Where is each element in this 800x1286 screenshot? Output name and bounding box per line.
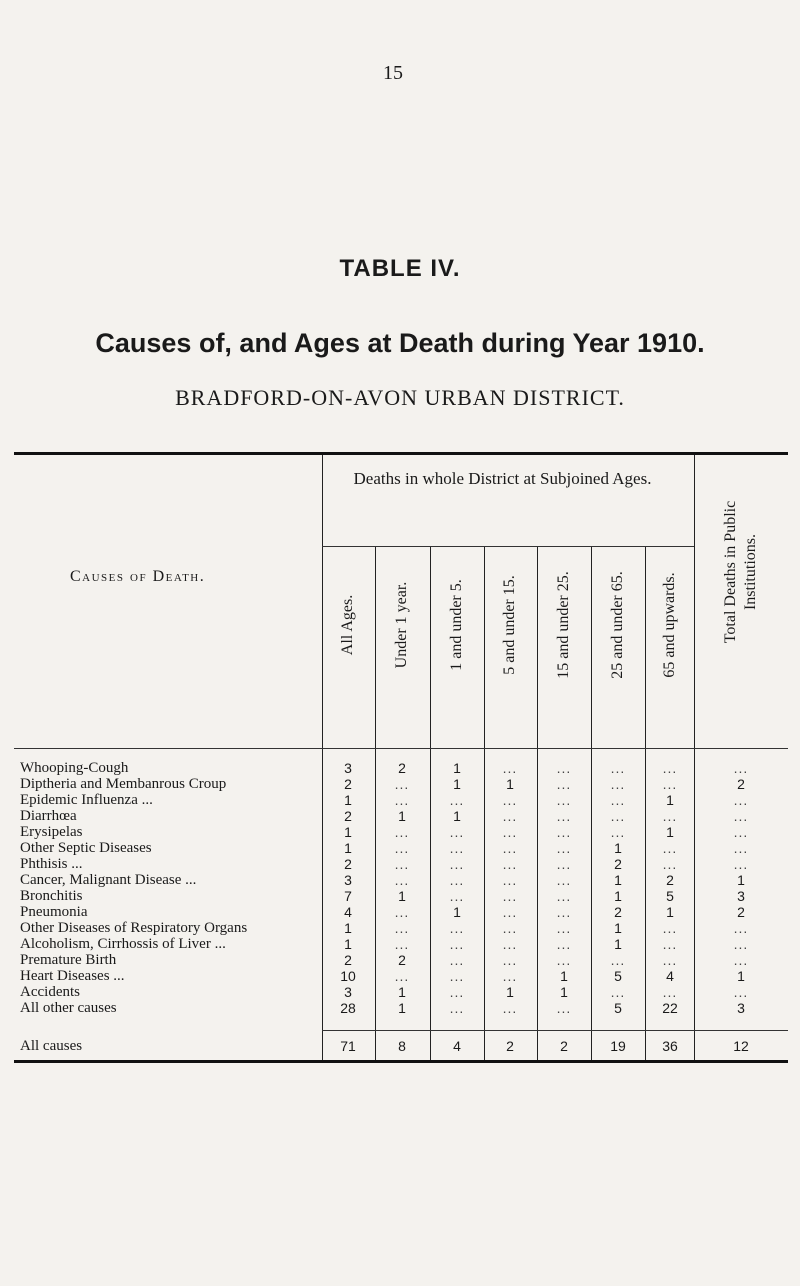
table-cell: 1 (453, 776, 461, 792)
table-cell: ... (733, 984, 749, 1000)
table-cell: ... (556, 904, 572, 920)
totals-cell: 2 (560, 1038, 568, 1054)
table-cell: ... (662, 936, 678, 952)
totals-cell: 4 (453, 1038, 461, 1054)
table-cell: ... (394, 936, 410, 952)
table-cell: 1 (614, 888, 622, 904)
table-cell: ... (502, 888, 518, 904)
table-cell: ... (394, 792, 410, 808)
table-cell: ... (556, 920, 572, 936)
table-cell: ... (662, 984, 678, 1000)
table-cell: 10 (340, 968, 356, 984)
table-cell: ... (733, 856, 749, 872)
table-cell: ... (449, 792, 465, 808)
table-cell: ... (502, 920, 518, 936)
table-cell: ... (556, 936, 572, 952)
row-cause-label: Cancer, Malignant Disease ... (20, 872, 197, 888)
table-cell: ... (556, 872, 572, 888)
table-cell: ... (556, 856, 572, 872)
table-cell: ... (394, 968, 410, 984)
header-bottom-rule (14, 748, 788, 749)
table-cell: 1 (560, 968, 568, 984)
table-cell: 1 (737, 872, 745, 888)
table-cell: 2 (344, 952, 352, 968)
totals-cell: 36 (662, 1038, 678, 1054)
table-cell: 1 (453, 760, 461, 776)
table-cell: 1 (737, 968, 745, 984)
table-cell: 1 (453, 904, 461, 920)
column-divider (430, 546, 431, 1060)
table-cell: 1 (506, 984, 514, 1000)
table-cell: ... (449, 984, 465, 1000)
table-cell: 1 (344, 920, 352, 936)
table-cell: ... (449, 952, 465, 968)
table-cell: ... (610, 760, 626, 776)
table-cell: ... (733, 760, 749, 776)
column-divider (484, 546, 485, 1060)
table-cell: ... (556, 776, 572, 792)
table-cell: ... (394, 840, 410, 856)
table-cell: 7 (344, 888, 352, 904)
table-cell: ... (662, 760, 678, 776)
table-cell: 4 (344, 904, 352, 920)
table-cell: ... (502, 1000, 518, 1016)
table-cell: 2 (398, 760, 406, 776)
row-cause-label: Pneumonia (20, 904, 88, 920)
totals-rule (322, 1030, 788, 1031)
row-cause-label: Diarrhœa (20, 808, 77, 824)
row-cause-label: Other Septic Diseases (20, 840, 152, 856)
table-cell: ... (662, 952, 678, 968)
table-cell: 1 (666, 904, 674, 920)
row-cause-label: Premature Birth (20, 952, 117, 968)
column-divider (375, 546, 376, 1060)
table-cell: ... (556, 760, 572, 776)
table-cell: 1 (506, 776, 514, 792)
row-cause-label: Alcoholism, Cirrhossis of Liver ... (20, 936, 226, 952)
table-cell: 1 (344, 824, 352, 840)
row-cause-label: Diptheria and Membanrous Croup (20, 776, 227, 792)
table-cell: 1 (560, 984, 568, 1000)
table-cell: ... (733, 824, 749, 840)
group-header-rule (322, 546, 694, 547)
table-cell: ... (662, 840, 678, 856)
table-cell: ... (733, 952, 749, 968)
table-cell: ... (733, 920, 749, 936)
table-cell: ... (556, 1000, 572, 1016)
totals-cell: 71 (340, 1038, 356, 1054)
table-cell: ... (610, 984, 626, 1000)
table-cell: ... (394, 776, 410, 792)
table-cell: 1 (398, 984, 406, 1000)
column-divider (645, 546, 646, 1060)
column-header-65-upwards: 65 and upwards. (661, 572, 678, 678)
table-cell: 5 (614, 968, 622, 984)
table-cell: 28 (340, 1000, 356, 1016)
table-cell: ... (502, 872, 518, 888)
table-cell: 2 (737, 776, 745, 792)
totals-cell: 19 (610, 1038, 626, 1054)
table-cell: 3 (737, 888, 745, 904)
table-cell: 1 (614, 872, 622, 888)
table-cell: ... (394, 920, 410, 936)
table-cell: 1 (453, 808, 461, 824)
table-cell: ... (610, 776, 626, 792)
deaths-group-header: Deaths in whole District at Subjoined Ages. (353, 469, 652, 488)
table-cell: ... (502, 760, 518, 776)
table-cell: 1 (614, 920, 622, 936)
page-number: 15 (383, 62, 403, 84)
table-top-rule (14, 452, 788, 455)
column-header-25-to-65: 25 and under 65. (609, 571, 626, 679)
table-cell: 2 (614, 904, 622, 920)
table-cell: 1 (398, 1000, 406, 1016)
table-cell: 4 (666, 968, 674, 984)
table-cell: 5 (614, 1000, 622, 1016)
table-cell: 5 (666, 888, 674, 904)
table-cell: 2 (344, 856, 352, 872)
table-cell: ... (449, 888, 465, 904)
table-cell: ... (502, 968, 518, 984)
table-cell: 1 (614, 936, 622, 952)
table-cell: ... (662, 920, 678, 936)
table-cell: ... (610, 824, 626, 840)
table-cell: 1 (398, 808, 406, 824)
table-cell: ... (556, 824, 572, 840)
table-cell: ... (610, 792, 626, 808)
totals-cell: 12 (733, 1038, 749, 1054)
table-cell: ... (449, 1000, 465, 1016)
table-cell: ... (502, 808, 518, 824)
table-cell: 1 (614, 840, 622, 856)
table-cell: ... (394, 824, 410, 840)
table-cell: 1 (344, 840, 352, 856)
table-cell: 1 (344, 936, 352, 952)
table-cell: ... (610, 808, 626, 824)
column-header-under-1: Under 1 year. (393, 581, 410, 669)
column-header-15-to-25: 15 and under 25. (555, 571, 572, 679)
table-cell: ... (556, 840, 572, 856)
table-cell: ... (662, 856, 678, 872)
column-header-all-ages: All Ages. (339, 594, 356, 656)
table-cell: 2 (614, 856, 622, 872)
totals-cell: 2 (506, 1038, 514, 1054)
table-cell: 2 (666, 872, 674, 888)
row-cause-label: All other causes (20, 1000, 117, 1016)
district-heading: BRADFORD-ON-AVON URBAN DISTRICT. (175, 385, 625, 410)
row-cause-label: Accidents (20, 984, 80, 1000)
table-cell: ... (502, 824, 518, 840)
page-title: Causes of, and Ages at Death during Year 1910. (95, 328, 705, 358)
table-label: TABLE IV. (339, 255, 461, 282)
table-cell: 2 (398, 952, 406, 968)
row-cause-label: Whooping-Cough (20, 760, 129, 776)
column-divider (694, 455, 695, 1060)
table-cell: 3 (344, 872, 352, 888)
table-cell: ... (556, 808, 572, 824)
table-cell: ... (556, 792, 572, 808)
table-cell: 2 (737, 904, 745, 920)
table-cell: ... (610, 952, 626, 968)
table-cell: 3 (344, 760, 352, 776)
table-cell: ... (502, 840, 518, 856)
table-cell: ... (662, 808, 678, 824)
table-cell: ... (449, 856, 465, 872)
table-cell: 2 (344, 776, 352, 792)
table-cell: ... (449, 824, 465, 840)
totals-label: All causes (20, 1038, 83, 1054)
table-cell: ... (556, 952, 572, 968)
table-cell: 1 (344, 792, 352, 808)
table-cell: ... (502, 952, 518, 968)
causes-column-header: Causes of Death. (70, 568, 206, 585)
table-cell: ... (449, 872, 465, 888)
row-cause-label: Erysipelas (20, 824, 83, 840)
table-cell: ... (556, 888, 572, 904)
table-cell: 1 (666, 792, 674, 808)
table-cell: ... (449, 936, 465, 952)
table-cell: ... (394, 904, 410, 920)
table-cell: ... (449, 920, 465, 936)
row-cause-label: Epidemic Influenza ... (20, 792, 153, 808)
column-divider (591, 546, 592, 1060)
table-cell: 2 (344, 808, 352, 824)
row-cause-label: Bronchitis (20, 888, 83, 904)
table-cell: ... (733, 792, 749, 808)
table-cell: ... (662, 776, 678, 792)
column-divider (537, 546, 538, 1060)
row-cause-label: Other Diseases of Respiratory Organs (20, 920, 248, 936)
table-cell: ... (394, 856, 410, 872)
column-header-institutions: Total Deaths in Public Institutions. (722, 500, 759, 644)
table-cell: ... (449, 840, 465, 856)
column-header-5-to-15: 5 and under 15. (501, 575, 518, 675)
table-cell: 1 (666, 824, 674, 840)
table-cell: ... (502, 936, 518, 952)
table-cell: ... (394, 872, 410, 888)
table-bottom-rule (14, 1060, 788, 1063)
table-cell: ... (502, 904, 518, 920)
row-cause-label: Heart Diseases ... (20, 968, 125, 984)
table-cell: 3 (344, 984, 352, 1000)
table-cell: 1 (398, 888, 406, 904)
table-cell: ... (502, 856, 518, 872)
table-cell: ... (733, 808, 749, 824)
table-cell: ... (502, 792, 518, 808)
totals-cell: 8 (398, 1038, 406, 1054)
table-cell: ... (733, 840, 749, 856)
column-header-1-to-5: 1 and under 5. (448, 579, 465, 671)
table-cell: 22 (662, 1000, 678, 1016)
table-cell: 3 (737, 1000, 745, 1016)
row-cause-label: Phthisis ... (20, 856, 83, 872)
table-cell: ... (449, 968, 465, 984)
table-cell: ... (733, 936, 749, 952)
